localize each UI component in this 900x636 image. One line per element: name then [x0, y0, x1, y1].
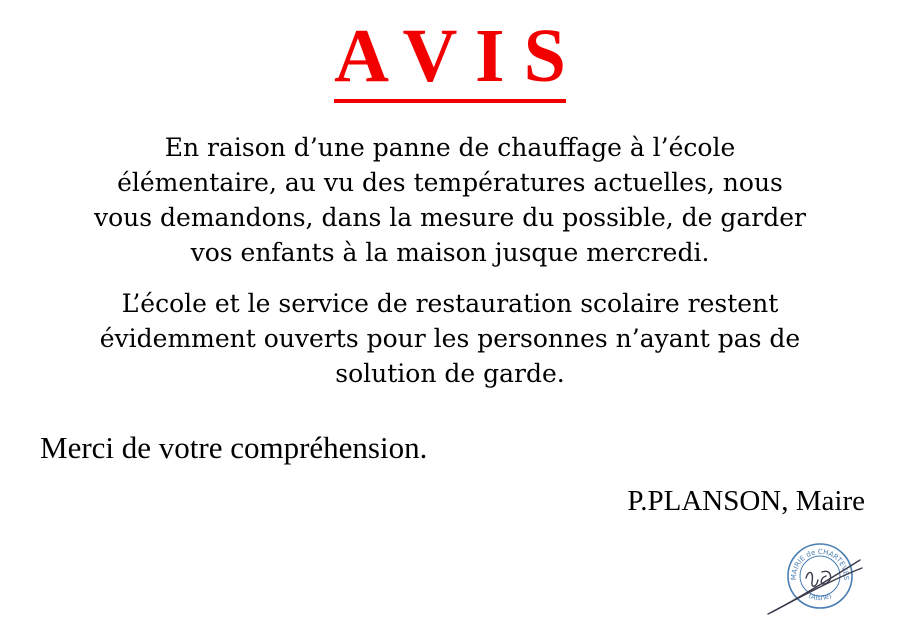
paragraph-line: élémentaire, au vu des températures actuelles, nous	[117, 168, 783, 197]
paragraph-line: vous demandons, dans la mesure du possible, de garder	[94, 203, 806, 232]
handwritten-signature	[768, 560, 862, 614]
paragraph-line: évidemment ouverts pour les personnes n’ayant pas de	[99, 324, 801, 353]
notice-paragraph-2	[0, 286, 900, 391]
paragraph-line: L’école et le service de restauration scolaire restent	[121, 289, 779, 318]
mayor-stamp-signature	[762, 532, 866, 620]
signatory-name: P.PLANSON, Maire	[627, 485, 865, 517]
stamp-top-text: MAIRIE de CHARTEVES	[789, 547, 851, 581]
notice-title-text: A V I S	[334, 14, 566, 103]
notice-title	[0, 14, 900, 103]
paragraph-line: En raison d’une panne de chauffage à l’école	[164, 133, 736, 162]
paragraph-line: solution de garde.	[335, 359, 565, 388]
paragraph-line: vos enfants à la maison jusque mercredi.	[190, 238, 710, 267]
closing-line: Merci de votre compréhension.	[40, 430, 428, 465]
notice-paragraph-1	[0, 130, 900, 270]
stamp-bottom-text: (Aisne)	[807, 591, 833, 603]
